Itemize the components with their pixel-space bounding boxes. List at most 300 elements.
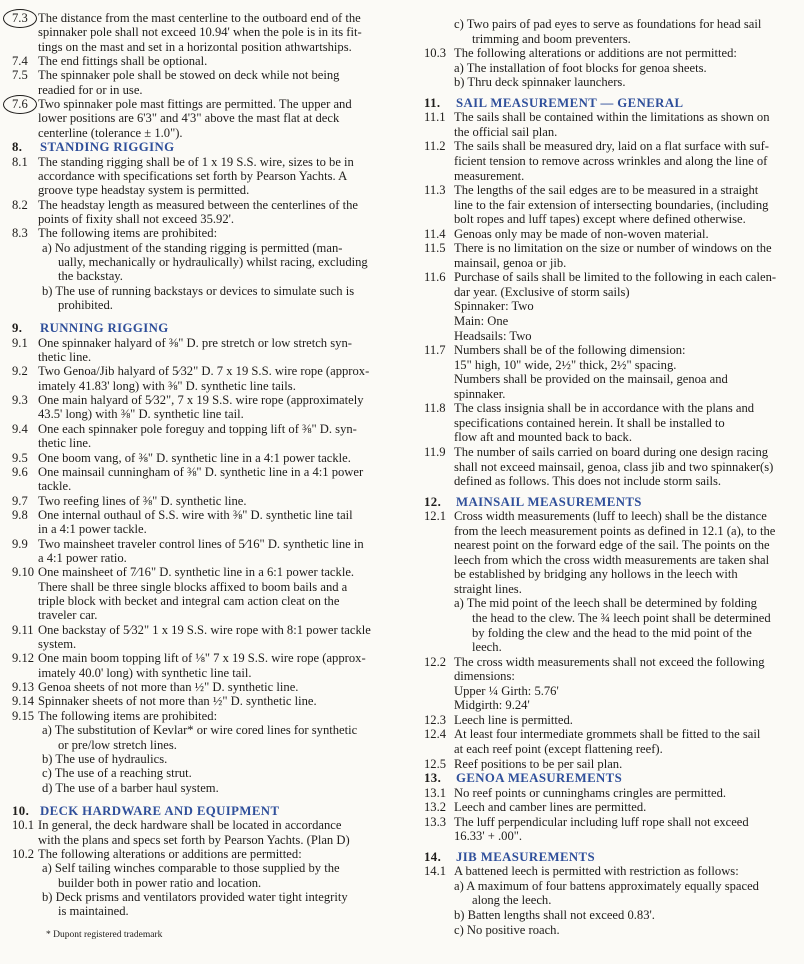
item-text: One mainsheet of 7⁄16" D. synthetic line in a 6:1 power tackle. [38, 565, 355, 580]
item-text: along the leech. [472, 893, 552, 908]
text-line [0, 436, 400, 451]
item-text: prohibited. [58, 298, 113, 312]
item-number: 7.6 [12, 97, 28, 112]
text-line [0, 847, 400, 862]
text-line [0, 68, 400, 83]
item-text: One each spinnaker pole foreguy and topping lift of ⅜" D. syn- [38, 421, 357, 436]
item-number: 11.6 [424, 270, 446, 285]
text-line [420, 582, 804, 597]
item-text: Two spinnaker pole mast fittings are permitted. The upper and [38, 97, 352, 112]
item-text: with the plans and specs set forth by Pearson Yachts. (Plan D) [38, 832, 350, 847]
item-text: b) The use of hydraulics. [42, 751, 168, 766]
item-number: 9.14 [12, 694, 35, 709]
item-text: STANDING RIGGING [40, 140, 175, 155]
item-number: 14.1 [424, 864, 447, 879]
item-text: in a 4:1 power tackle. [38, 522, 147, 537]
item-text: ficient tension to remove across wrinkles and along the line of [454, 153, 768, 168]
text-line [0, 537, 400, 552]
item-text: There is no limitation on the size or number of windows on the [454, 241, 772, 256]
item-text: One internal outhaul of S.S. wire with ⅜" D. synthetic line tail [38, 507, 353, 522]
item-text: Two mainsheet traveler control lines of 5⁄16" D. synthetic line in [38, 536, 364, 551]
item-number: 8.3 [12, 226, 28, 241]
item-number: 10.1 [12, 818, 35, 833]
item-number: 11.5 [424, 241, 446, 256]
text-line [0, 83, 400, 98]
item-text: measurement. [454, 168, 525, 183]
text-line [420, 387, 804, 402]
item-text: line to the fair extension of intersecting boundaries, (including [454, 197, 769, 212]
text-line [420, 596, 804, 611]
item-number: 9.7 [12, 493, 28, 508]
item-text: The luff perpendicular including luff rope shall not exceed [454, 814, 749, 829]
item-text: A battened leech is permitted with restriction as follows: [454, 864, 739, 879]
item-text: a) A maximum of four battens approximately equally spaced [454, 878, 759, 893]
text-line [0, 40, 400, 55]
text-line [0, 494, 400, 509]
text-line [0, 269, 400, 284]
text-line [0, 508, 400, 523]
item-number: 9.4 [12, 421, 28, 436]
item-text: a) The substitution of Kevlar* or wire cored lines for synthetic [42, 723, 358, 738]
item-text: In general, the deck hardware shall be located in accordance [38, 818, 342, 833]
item-text: The headstay length as measured between the centerlines of the [38, 197, 358, 212]
text-line [420, 727, 804, 742]
item-number: 11.8 [424, 401, 446, 416]
text-line [0, 876, 400, 891]
item-number: 9.11 [12, 622, 34, 637]
text-line [0, 833, 400, 848]
text-line [0, 680, 400, 695]
text-line [420, 800, 804, 815]
item-text: a) The installation of foot blocks for genoa sheets. [454, 60, 707, 75]
item-text: mainsail, genoa or jib. [454, 255, 567, 270]
item-number: 13. [424, 771, 442, 786]
item-text: bolt ropes and luff tapes) except where defined otherwise. [454, 212, 746, 227]
item-text: Numbers shall be provided on the mainsail, genoa and [454, 372, 728, 387]
item-text: leech. [472, 640, 502, 655]
item-text: straight lines. [454, 581, 522, 596]
section-heading [420, 771, 804, 786]
item-text: Headsails: Two [454, 328, 532, 343]
item-number: 11.1 [424, 110, 446, 125]
text-line [420, 329, 804, 344]
text-line [420, 212, 804, 227]
text-line [420, 285, 804, 300]
text-line [420, 139, 804, 154]
item-text: JIB MEASUREMENTS [456, 849, 596, 864]
item-number: 9.6 [12, 464, 28, 479]
item-text: c) The use of a reaching strut. [42, 766, 192, 781]
item-text: the backstay. [58, 269, 123, 284]
text-line [420, 786, 804, 801]
item-text: triple block with becket and integral cam action cleat on the [38, 594, 340, 608]
text-line [420, 713, 804, 728]
text-line [420, 46, 804, 61]
item-text: The cross width measurements shall not exceed the following [454, 654, 765, 669]
text-line [420, 509, 804, 524]
item-text: leech from which the cross width measurements are taken shal [454, 552, 770, 567]
text-line [420, 757, 804, 772]
item-text: Two reefing lines of ⅜" D. synthetic line. [38, 493, 247, 508]
footnote [0, 928, 400, 943]
item-number: 13.1 [424, 785, 447, 800]
item-number: 9.3 [12, 393, 28, 408]
item-number: 9.8 [12, 507, 28, 522]
text-line [420, 343, 804, 358]
text-line [0, 723, 400, 738]
item-text: Two Genoa/Jib halyard of 5⁄32" D. 7 x 19 S.S. wire rope (approx- [38, 364, 370, 379]
text-line [420, 416, 804, 431]
item-number: 8.1 [12, 154, 28, 169]
text-line [0, 255, 400, 270]
section-heading [420, 495, 804, 510]
text-line [420, 445, 804, 460]
item-text: Cross width measurements (luff to leech) shall be the distance [454, 509, 767, 524]
text-line [0, 183, 400, 198]
item-text: or pre/low stretch lines. [58, 737, 177, 752]
text-line [0, 608, 400, 623]
item-text: lower positions are 6'3" and 4'3" above the mast flat at deck [38, 111, 340, 126]
item-number: 11.2 [424, 139, 446, 154]
text-line [0, 198, 400, 213]
text-line [420, 893, 804, 908]
section-heading [420, 850, 804, 865]
item-text: thetic line. [38, 350, 92, 365]
item-text: thetic line. [38, 436, 92, 451]
item-number: 9.9 [12, 536, 28, 551]
item-text: No reef points or cunninghams cringles are permitted. [454, 785, 727, 800]
text-line [420, 169, 804, 184]
item-text: b) Thru deck spinnaker launchers. [454, 75, 626, 90]
text-line [0, 465, 400, 480]
item-text: The number of sails carried on board during one design racing [454, 444, 769, 459]
item-text: imately 41.83' long) with ⅜" D. synthetic line tails. [38, 378, 296, 393]
item-number: 11.4 [424, 226, 446, 241]
text-line [0, 565, 400, 580]
section-heading [0, 321, 400, 336]
text-line [420, 17, 804, 32]
item-text: RUNNING RIGGING [40, 321, 169, 336]
text-line [420, 742, 804, 757]
text-line [420, 524, 804, 539]
text-line [420, 110, 804, 125]
item-number: 7.3 [12, 11, 28, 25]
item-text: trimming and boom preventers. [472, 31, 631, 46]
item-number: 9.10 [12, 565, 35, 580]
text-line [420, 61, 804, 76]
item-number: 9.15 [12, 708, 35, 723]
item-text: Upper ¼ Girth: 5.76' [454, 683, 559, 698]
text-line [0, 350, 400, 365]
text-line [0, 407, 400, 422]
item-text: The following alterations or additions are permitted: [38, 846, 302, 861]
text-line [420, 611, 804, 626]
text-line [420, 669, 804, 684]
section-heading [0, 140, 400, 155]
text-line [0, 284, 400, 299]
item-text: One mainsail cunningham of ⅜" D. synthetic line in a 4:1 power [38, 464, 364, 479]
item-text: Midgirth: 9.24' [454, 698, 530, 713]
item-text: The sails shall be measured dry, laid on a flat surface with suf- [454, 139, 769, 154]
item-text: 16.33' + .00". [454, 829, 523, 844]
item-text: The sails shall be contained within the limitations as shown on [454, 110, 770, 125]
item-number: 7.4 [12, 54, 28, 69]
text-line [0, 97, 400, 112]
item-text: tackle. [38, 479, 72, 494]
text-line [0, 451, 400, 466]
item-number: 9.13 [12, 680, 35, 695]
item-text: nearest point on the forward edge of the sail. The points on the [454, 538, 770, 553]
item-text: The spinnaker pole shall be stowed on deck while not being [38, 68, 340, 83]
item-text: One main halyard of 5⁄32", 7 x 19 S.S. wire rope (approximately [38, 393, 364, 408]
item-text: d) The use of a barber haul system. [42, 780, 219, 795]
text-line [0, 738, 400, 753]
item-text: is maintained. [58, 904, 129, 919]
text-line [420, 125, 804, 140]
item-text: One boom vang, of ⅜" D. synthetic line in a 4:1 power tackle. [38, 450, 351, 465]
text-line [420, 626, 804, 641]
item-text: SAIL MEASUREMENT — GENERAL [456, 95, 684, 110]
item-text: tings on the mast and set in a horizontal position athwartships. [38, 39, 352, 54]
text-line [0, 111, 400, 126]
text-line [420, 256, 804, 271]
text-line [0, 637, 400, 652]
item-text: traveler car. [38, 608, 98, 623]
item-text: 43.5' long) with ⅜" D. synthetic line tail. [38, 407, 244, 422]
item-text: The lengths of the sail edges are to be measured in a straight [454, 183, 759, 198]
text-line [0, 54, 400, 69]
text-line [420, 460, 804, 475]
item-text: b) Batten lengths shall not exceed 0.83'. [454, 908, 655, 922]
text-line [420, 299, 804, 314]
item-text: Purchase of sails shall be limited to the following in each calen- [454, 270, 777, 285]
item-number: 11.9 [424, 444, 446, 459]
item-number: 10.2 [12, 846, 35, 861]
item-number: 12.5 [424, 756, 447, 771]
item-number: 11.3 [424, 183, 446, 198]
item-text: from the leech measurement points as defined in 12.1 (a), to the [454, 523, 776, 538]
text-line [420, 815, 804, 830]
item-text: Numbers shall be of the following dimension: [454, 343, 686, 358]
item-text: groove type headstay system is permitted. [38, 183, 250, 198]
item-text: One spinnaker halyard of ⅜" D. pre stretch or low stretch syn- [38, 335, 352, 350]
text-line [0, 694, 400, 709]
text-line [0, 580, 400, 595]
item-text: The distance from the mast centerline to the outboard end of the [38, 11, 361, 25]
text-line [0, 623, 400, 638]
section-heading [420, 96, 804, 111]
item-number: 13.2 [424, 800, 447, 815]
item-text: b) Deck prisms and ventilators provided water tight integrity [42, 890, 348, 904]
text-line [0, 781, 400, 796]
item-text: Reef positions to be per sail plan. [454, 756, 623, 771]
item-text: The class insignia shall be in accordance with the plans and [454, 401, 755, 416]
item-number: 12.1 [424, 509, 447, 524]
item-text: readied for or in use. [38, 82, 143, 97]
item-number: 9. [12, 321, 23, 336]
item-text: Leech line is permitted. [454, 712, 573, 727]
item-text: The standing rigging shall be of 1 x 19 S.S. wire, sizes to be in [38, 154, 354, 169]
item-number: 13.3 [424, 814, 447, 829]
text-line [0, 752, 400, 767]
text-line [420, 358, 804, 373]
item-text: MAINSAIL MEASUREMENTS [456, 494, 642, 509]
text-line [420, 241, 804, 256]
item-text: a) No adjustment of the standing rigging is permitted (man- [42, 240, 343, 255]
text-line [420, 553, 804, 568]
text-line [420, 829, 804, 844]
item-text: a) Self tailing winches comparable to those supplied by the [42, 861, 340, 876]
item-text: shall not exceed mainsail, genoa, class jib and two spinnaker(s) [454, 459, 774, 474]
item-text: DECK HARDWARE AND EQUIPMENT [40, 803, 280, 818]
text-line [0, 422, 400, 437]
text-line [0, 155, 400, 170]
text-line [0, 594, 400, 609]
item-text: One main boom topping lift of ⅛" 7 x 19 S.S. wire rope (approx- [38, 651, 366, 666]
item-text: Spinnaker: Two [454, 299, 534, 314]
item-text: Leech and camber lines are permitted. [454, 800, 647, 815]
text-line [420, 32, 804, 47]
text-line [420, 430, 804, 445]
text-line [420, 538, 804, 553]
text-line [420, 75, 804, 90]
item-text: defined as follows. This does not include storm sails. [454, 474, 722, 489]
item-text: accordance with specifications set forth by Pearson Yachts. A [38, 168, 348, 183]
item-text: specifications contained herein. It shall be installed to [454, 415, 725, 430]
item-text: b) The use of running backstays or devices to simulate such is [42, 283, 355, 298]
item-number: 14. [424, 849, 442, 864]
text-line [0, 818, 400, 833]
item-text: Spinnaker sheets of not more than ½" D. synthetic line. [38, 694, 317, 709]
item-number: 9.1 [12, 335, 28, 350]
item-text: One backstay of 5⁄32" 1 x 19 S.S. wire rope with 8:1 power tackle [38, 622, 371, 637]
item-text: at each reef point (except flattening reef). [454, 741, 663, 756]
item-number: 12. [424, 494, 442, 509]
item-text: Genoa sheets of not more than ½" D. synthetic line. [38, 680, 299, 695]
text-line [420, 684, 804, 699]
item-text: Main: One [454, 314, 509, 328]
text-line [420, 270, 804, 285]
text-line [420, 698, 804, 713]
item-text: points of fixity shall not exceed 35.92'. [38, 211, 235, 226]
text-line [0, 212, 400, 227]
text-line [420, 154, 804, 169]
text-line [420, 640, 804, 655]
text-line [420, 198, 804, 213]
text-line [0, 861, 400, 876]
item-text: a) The mid point of the leech shall be determined by folding [454, 596, 757, 611]
item-text: the official sail plan. [454, 124, 558, 139]
item-text: * Dupont registered trademark [46, 929, 163, 940]
item-text: dimensions: [454, 669, 515, 684]
item-text: the head to the clew. The ¾ leech point shall be determined [472, 611, 771, 625]
item-number: 9.5 [12, 450, 28, 465]
text-line [0, 551, 400, 566]
item-number: 10. [12, 803, 30, 818]
item-text: centerline (tolerance ± 1.0"). [38, 125, 183, 140]
item-text: The end fittings shall be optional. [38, 54, 208, 69]
item-number: 12.3 [424, 712, 447, 727]
item-text: spinnaker pole shall not exceed 10.94' when the pole is in its fit- [38, 25, 362, 40]
text-line [420, 879, 804, 894]
item-number: 8. [12, 140, 23, 155]
text-line [0, 393, 400, 408]
text-line [420, 923, 804, 938]
section-heading [0, 804, 400, 819]
item-text: c) Two pairs of pad eyes to serve as foundations for head sail [454, 17, 762, 31]
text-line [0, 126, 400, 141]
text-line [420, 183, 804, 198]
item-number: 7.5 [12, 68, 28, 83]
item-text: The following items are prohibited: [38, 708, 218, 723]
item-text: flow aft and mounted back to back. [454, 430, 633, 445]
text-line [0, 364, 400, 379]
text-line [420, 372, 804, 387]
text-line [420, 908, 804, 923]
item-number: 8.2 [12, 197, 28, 212]
text-line [0, 709, 400, 724]
item-number: 10.3 [424, 46, 447, 61]
text-line [0, 522, 400, 537]
item-text: imately 40.0' long) with synthetic line tail. [38, 665, 252, 680]
text-line [0, 904, 400, 919]
item-text: dar year. (Exclusive of storm sails) [454, 284, 630, 299]
item-number: 9.2 [12, 364, 28, 379]
text-line [0, 379, 400, 394]
text-line [0, 11, 400, 26]
text-line [0, 766, 400, 781]
item-text: system. [38, 637, 77, 652]
item-text: Genoas only may be made of non-woven material. [454, 226, 709, 241]
item-text: The following items are prohibited: [38, 226, 218, 241]
text-line [420, 474, 804, 489]
item-number: 12.4 [424, 727, 447, 742]
item-text: a 4:1 power ratio. [38, 550, 127, 565]
item-number: 11.7 [424, 343, 446, 358]
text-line [420, 227, 804, 242]
text-line [0, 226, 400, 241]
text-line [420, 314, 804, 329]
item-text: 15" high, 10" wide, 2½" thick, 2½" spacing. [454, 357, 677, 372]
item-text: by folding the clew and the head to the mid point of the [472, 625, 752, 640]
item-text: At least four intermediate grommets shall be fitted to the sail [454, 727, 761, 742]
item-text: GENOA MEASUREMENTS [456, 771, 623, 786]
text-line [0, 298, 400, 313]
item-text: spinnaker. [454, 386, 506, 401]
item-number: 12.2 [424, 654, 447, 669]
text-line [420, 864, 804, 879]
text-line [0, 666, 400, 681]
item-text: builder both in power ratio and location. [58, 875, 262, 890]
text-line [0, 25, 400, 40]
item-text: be established by bridging any hollows in the leech with [454, 567, 738, 582]
text-line [0, 890, 400, 905]
item-number: 11. [424, 95, 441, 110]
item-text: c) No positive roach. [454, 922, 560, 937]
item-text: ually, mechanically or hydraulically) whilst racing, excluding [58, 254, 368, 269]
item-text: There shall be three single blocks affixed to boom bails and a [38, 579, 348, 594]
text-line [420, 401, 804, 416]
text-line [420, 567, 804, 582]
text-line [0, 241, 400, 256]
text-line [0, 651, 400, 666]
text-line [0, 169, 400, 184]
text-line [420, 655, 804, 670]
item-text: The following alterations or additions are not permitted: [454, 46, 737, 61]
item-number: 9.12 [12, 651, 35, 666]
text-line [0, 479, 400, 494]
text-line [0, 336, 400, 351]
